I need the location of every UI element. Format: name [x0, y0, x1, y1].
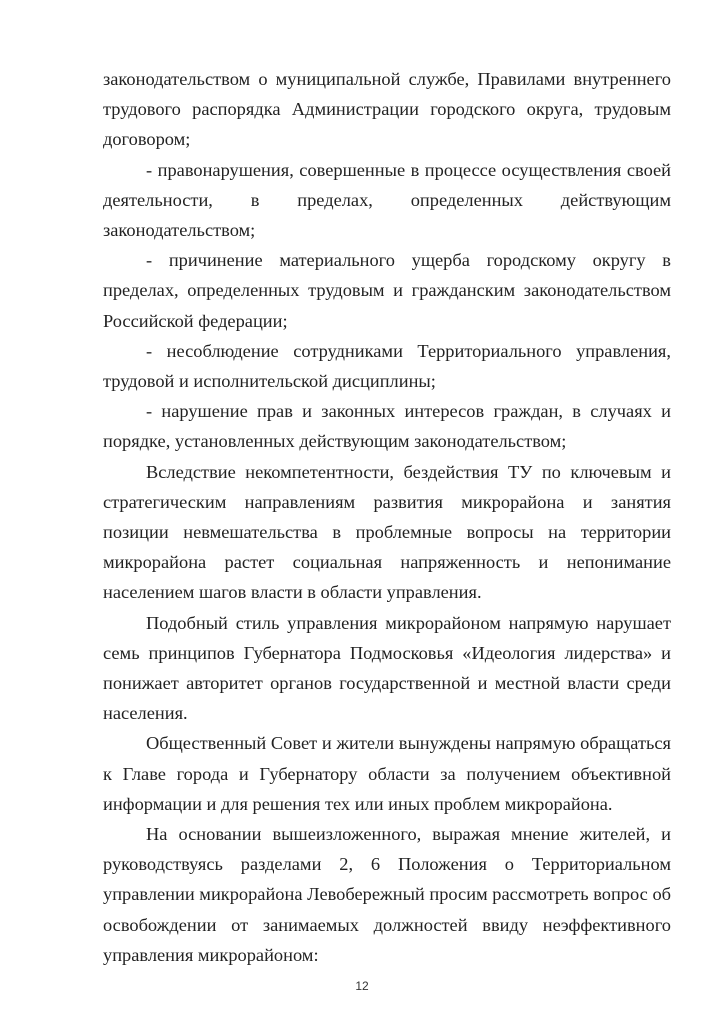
paragraph-continuation: законодательством о муниципальной службе, Правилами внутреннего трудового распорядка Администрации городского округа, трудовым договором;	[103, 69, 671, 150]
list-item-damage: - причинение материального ущерба городскому округу в пределах, определенных трудовым и гражданским законодательством Российской федерации;	[103, 250, 671, 331]
paragraph-public-council: Общественный Совет и жители вынуждены напрямую обращаться к Главе города и Губернатору области за получением объективной информации и для решения тех или иных проблем микрорайона.	[103, 733, 671, 814]
list-item-rights: - нарушение прав и законных интересов граждан, в случаях и порядке, установленных действующим законодательством;	[103, 401, 671, 452]
page-number: 12	[355, 979, 369, 993]
paragraph-management-style: Подобный стиль управления микрорайоном напрямую нарушает семь принципов Губернатора Подмосковья «Идеология лидерства» и понижает авторитет органов государственной и местной власти среди населения.	[103, 612, 671, 724]
paragraph-incompetence: Вследствие некомпетентности, бездействия ТУ по ключевым и стратегическим направлениям развития микрорайона и занятия позиции невмешательства в проблемные вопросы на территории микрорайона растет социальная напряженность и непонимание населением шагов власти в области управления.	[103, 461, 671, 603]
paragraph-request: На основании вышеизложенного, выражая мнение жителей, и руководствуясь разделами 2, 6 Положения о Территориальном управлении микрорайона Левобережный просим рассмотреть вопрос об освобождении от занимаемых должностей ввиду неэффективного управления микрорайоном:	[103, 824, 671, 965]
document-body	[103, 64, 671, 970]
list-item-violations: - правонарушения, совершенные в процессе осуществления своей деятельности, в пределах, определенных действующим законодательством;	[103, 159, 671, 241]
list-item-discipline: - несоблюдение сотрудниками Территориального управления, трудовой и исполнительской дисциплины;	[103, 340, 671, 392]
